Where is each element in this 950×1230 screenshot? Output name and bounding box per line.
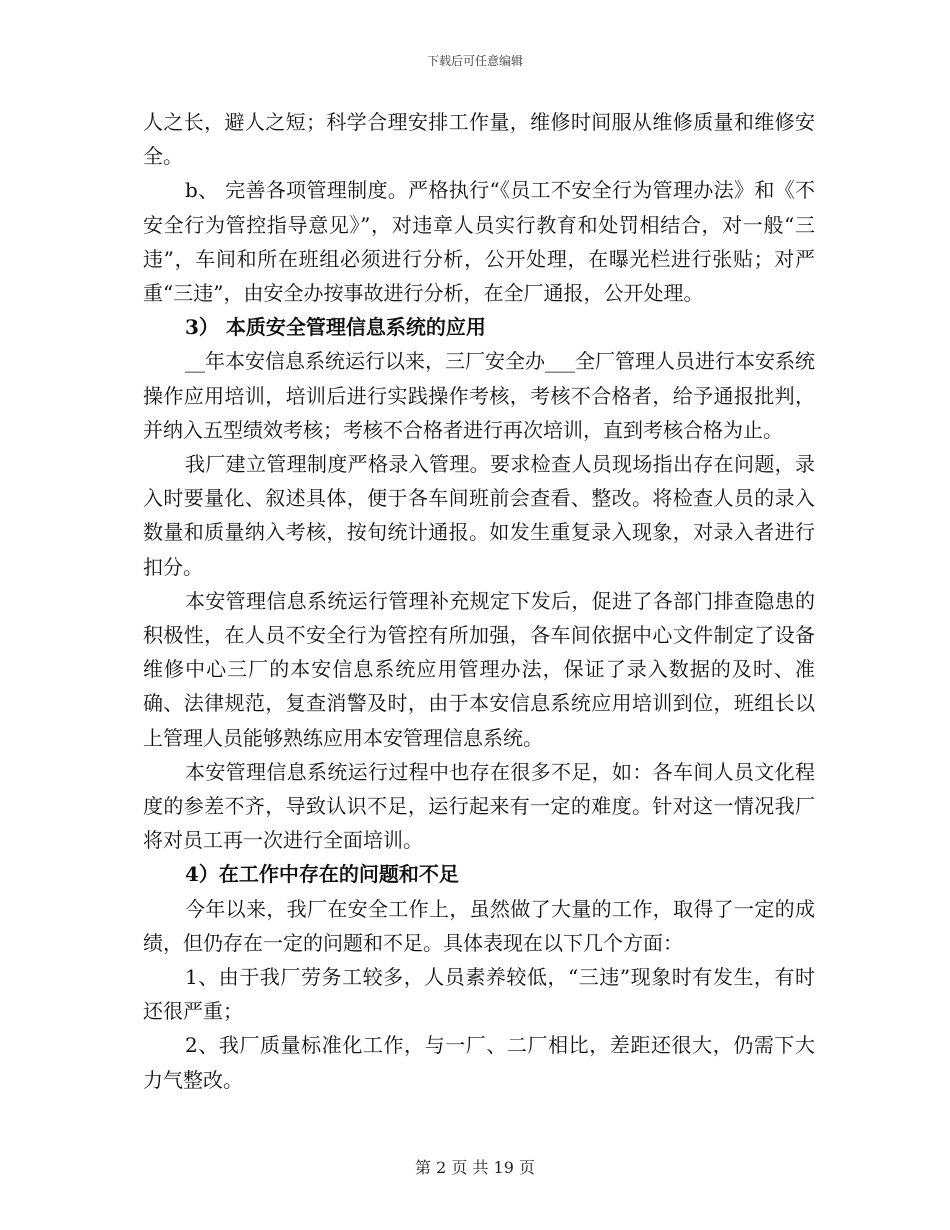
section-heading: 3） 本质安全管理信息系统的应用	[185, 315, 486, 340]
paragraph: b、 完善各项管理制度。严格执行“《员工不安全行为管理办法》和《不安全行为管控指导意见》”，对违章人员实行教育和处罚相结合，对一般“三违”，车间和所在班组必须进行分析，公开处理，在曝光栏进行张贴；对严重“三违”，由安全办按事故进行分析，在全厂通报，公开处理。	[143, 178, 815, 306]
page-header: 下载后可任意编辑	[426, 54, 523, 68]
paragraph: __年本安信息系统运行以来，三厂安全办___全厂管理人员进行本安系统操作应用培训，培训后进行实践操作考核，考核不合格者，给予通报批判，并纳入五型绩效考核；考核不合格者进行再次培训，直到考核合格为止。	[143, 349, 815, 442]
section-heading: 4）在工作中存在的问题和不足	[185, 862, 459, 887]
page-footer: 第 2 页 共 19 页	[415, 1158, 535, 1177]
list-item: 1、由于我厂劳务工较多，人员素养较低，“三违”现象时有发生，有时还很严重；	[143, 965, 815, 1024]
document-body	[143, 105, 815, 1097]
paragraph: 今年以来，我厂在安全工作上，虽然做了大量的工作，取得了一定的成绩，但仍存在一定的问题和不足。具体表现在以下几个方面：	[143, 896, 815, 955]
paragraph: 我厂建立管理制度严格录入管理。要求检查人员现场指出存在问题，录入时要量化、叙述具体，便于各车间班前会查看、整改。将检查人员的录入数量和质量纳入考核，按旬统计通报。如发生重复录入现象，对录入者进行扣分。	[143, 452, 815, 579]
paragraph: 人之长，避人之短；科学合理安排工作量，维修时间服从维修质量和维修安全。	[143, 110, 815, 169]
paragraph: 本安管理信息系统运行过程中也存在很多不足，如：各车间人员文化程度的参差不齐，导致认识不足，运行起来有一定的难度。针对这一情况我厂将对员工再一次进行全面培训。	[143, 759, 815, 853]
paragraph: 本安管理信息系统运行管理补充规定下发后，促进了各部门排查隐患的积极性，在人员不安全行为管控有所加强，各车间依据中心文件制定了设备维修中心三厂的本安信息系统应用管理办法，保证了录入数据的及时、准确、法律规范，复查消警及时，由于本安信息系统应用培训到位，班组长以上管理人员能够熟练应用本安管理信息系统。	[143, 588, 815, 750]
list-item: 2、我厂质量标准化工作，与一厂、二厂相比，差距还很大，仍需下大力气整改。	[143, 1033, 815, 1092]
